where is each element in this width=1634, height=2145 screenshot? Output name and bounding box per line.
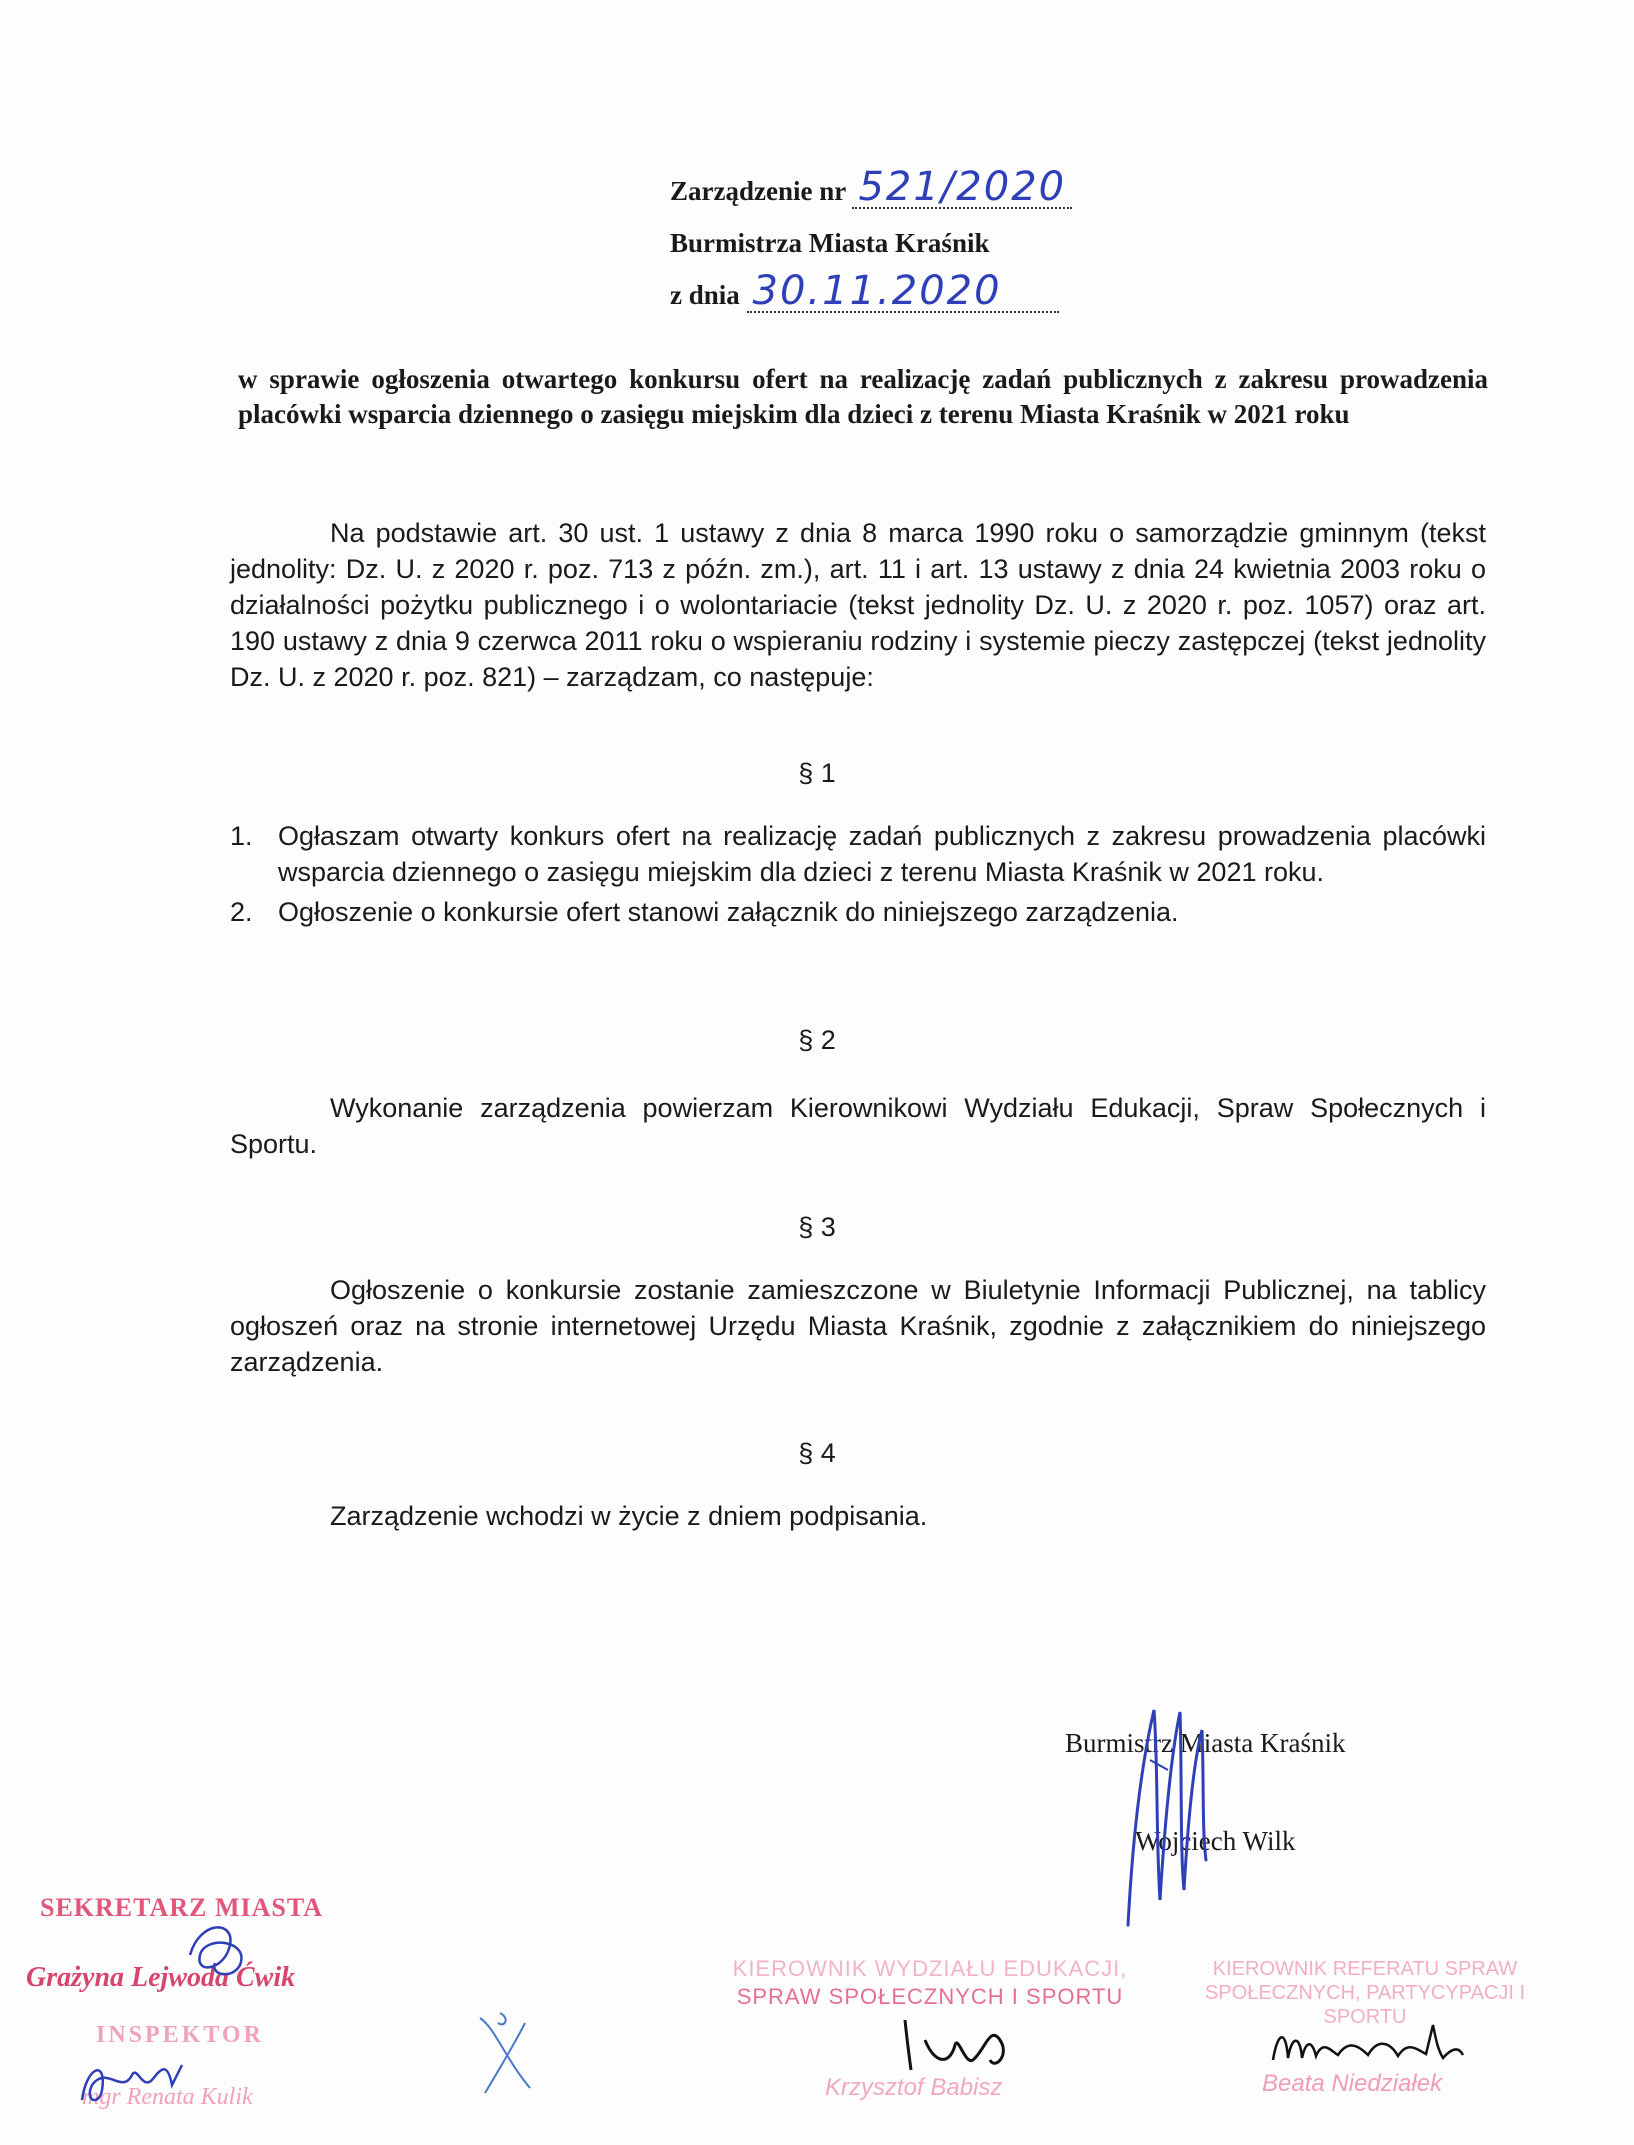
stamp-department-line-1: KIEROWNIK WYDZIAŁU EDUKACJI, xyxy=(732,1956,1128,1981)
order-title-prefix: Zarządzenie nr xyxy=(670,176,846,206)
stamp-secretary-name: Grażyna Lejwoda Ćwik xyxy=(26,1962,296,1993)
handwritten-date: 30.11.2020 xyxy=(747,271,1059,313)
stamp-secretary-title: SEKRETARZ MIASTA xyxy=(40,1893,324,1922)
stamp-unit-line-2: SPOŁECZNYCH, PARTYCYPACJI I SPORTU xyxy=(1204,1982,1526,2028)
stamp-department-head xyxy=(710,1955,1150,2011)
stamp-inspector-title: INSPEKTOR xyxy=(96,2022,264,2048)
list-item xyxy=(230,818,1486,890)
point-number: 1. xyxy=(230,821,253,851)
section-mark-2: § 2 xyxy=(798,1025,836,1055)
order-number-line xyxy=(670,165,1190,217)
date-line xyxy=(670,269,1190,321)
section-4-text: Zarządzenie wchodzi w życie z dniem podpisania. xyxy=(330,1501,928,1531)
stamp-unit-head xyxy=(1185,1957,1545,2029)
section-mark-3: § 3 xyxy=(798,1212,836,1242)
secretary-initials-scribble xyxy=(180,1915,260,1985)
section-mark-1: § 1 xyxy=(798,758,836,788)
department-head-signature-scribble xyxy=(895,2010,1025,2080)
section-mark-4: § 4 xyxy=(798,1438,836,1468)
point-number: 2. xyxy=(230,897,253,927)
stamp-department-line-2: SPRAW SPOŁECZNYCH I SPORTU xyxy=(736,1984,1124,2009)
date-prefix: z dnia xyxy=(670,280,740,310)
section-3-text: Ogłoszenie o konkursie zostanie zamieszczone w Biuletynie Informacji Publicznej, na tablicy ogłoszeń oraz na stronie internetowej Urzędu Miasta Kraśnik, zgodnie z załącznikiem do niniejszego zarządzenia. xyxy=(230,1275,1486,1377)
issuer-line: Burmistrza Miasta Kraśnik xyxy=(670,228,990,258)
unit-head-signature-scribble xyxy=(1268,2020,1468,2070)
point-text: Ogłoszenie o konkursie ofert stanowi załącznik do niniejszego zarządzenia. xyxy=(278,897,1179,927)
section-1-points xyxy=(230,818,1486,934)
inspector-signature-scribble xyxy=(72,2045,192,2115)
stamp-unit-line-1: KIEROWNIK REFERATU SPRAW xyxy=(1212,1958,1518,1980)
preamble: Na podstawie art. 30 ust. 1 ustawy z dnia 8 marca 1990 roku o samorządzie gminnym (tekst jednolity: Dz. U. z 2020 r. poz. 713 z późn. zm.), art. 11 i art. 13 ustawy z dnia 24 kwietnia 2003 roku o działalności pożytku publicznego i o wolontariacie (tekst jednolity Dz. U. z 2020 r. poz. 1057) oraz art. 190 ustawy z dnia 9 czerwca 2011 roku o wspieraniu rodziny i systemie pieczy zastępczej (tekst jednolity Dz. U. z 2020 r. poz. 821) – zarządzam, co następuje: xyxy=(230,518,1486,692)
list-item xyxy=(230,894,1486,930)
section-2-text: Wykonanie zarządzenia powierzam Kierownikowi Wydziału Edukacji, Spraw Społecznych i Sportu. xyxy=(230,1093,1486,1159)
point-text: Ogłaszam otwarty konkurs ofert na realizację zadań publicznych z zakresu prowadzenia placówki wsparcia dziennego o zasięgu miejskim dla dzieci z terenu Miasta Kraśnik w 2021 roku. xyxy=(278,821,1486,887)
document-header xyxy=(670,165,1190,321)
document-subject: w sprawie ogłoszenia otwartego konkursu ofert na realizację zadań publicznych z zakresu prowadzenia placówki wsparcia dziennego o zasięgu miejskim dla dzieci z terenu Miasta Kraśnik w 2021 roku xyxy=(238,364,1488,429)
mayor-handwritten-signature xyxy=(1110,1700,1230,1930)
stamp-unit-head-name: Beata Niedziałek xyxy=(1262,2070,1443,2097)
signature-title: Burmistrz Miasta Kraśnik xyxy=(1065,1728,1346,1758)
signature-name: Wojciech Wilk xyxy=(1135,1826,1296,1856)
handwritten-order-number: 521/2020 xyxy=(852,167,1072,209)
stamp-inspector-name: mgr Renata Kulik xyxy=(82,2084,253,2110)
stamp-department-head-name: Krzysztof Babisz xyxy=(825,2074,1003,2101)
approval-mark-scribble xyxy=(470,2008,540,2098)
